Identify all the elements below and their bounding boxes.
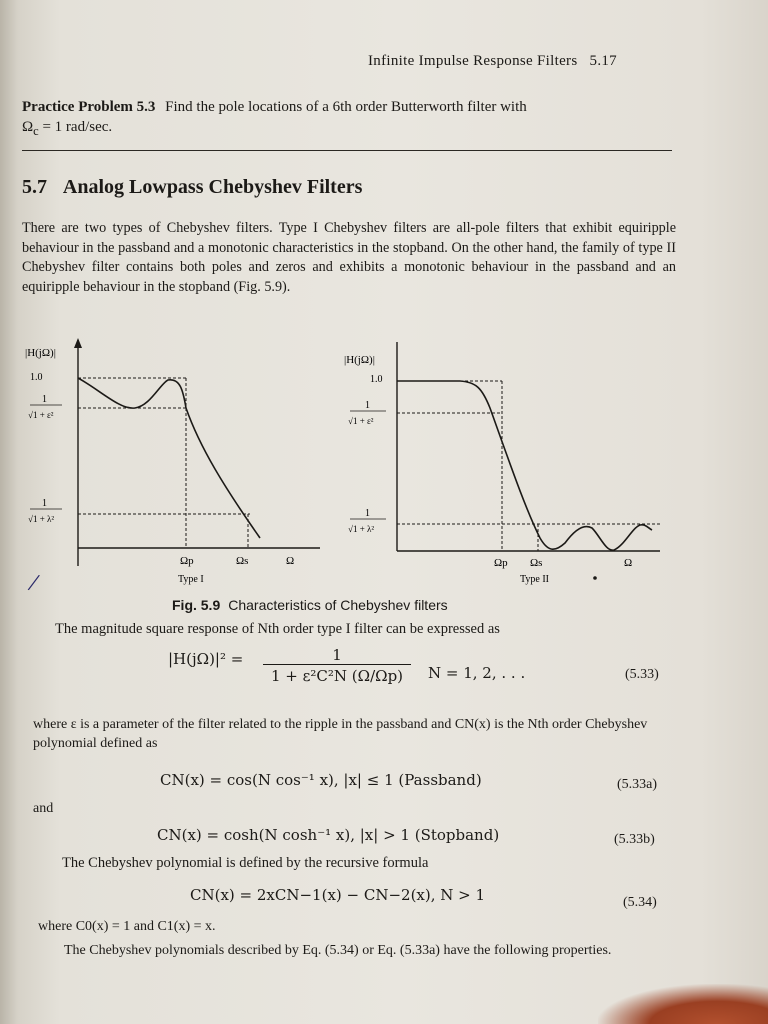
type1-label-one: 1.0 — [30, 372, 43, 383]
eq-5-33-lhs: |H(jΩ)|² = — [168, 650, 244, 668]
type2-frac-num: 1 — [365, 400, 370, 411]
figure-number: Fig. 5.9 — [172, 597, 221, 613]
section-heading — [22, 176, 362, 199]
page-number: 5.17 — [589, 53, 617, 69]
eq-5-33-numerator: 1 — [332, 646, 342, 664]
properties-paragraph: The Chebyshev polynomials described by Eq. (5.34) or Eq. (5.33a) have the following properties. — [64, 943, 612, 958]
type1-omega-s: Ωs — [236, 555, 249, 567]
type2-omega-s: Ωs — [530, 557, 543, 569]
eq-5-33b-number: (5.33b) — [614, 832, 655, 847]
mag-intro: The magnitude square response of Nth order type I filter can be expressed as — [55, 621, 500, 637]
eq-5-33a-number: (5.33a) — [617, 777, 658, 792]
type1-frac-num: 1 — [42, 394, 47, 405]
type2-label-one: 1.0 — [370, 374, 383, 385]
omega-sub: c — [33, 124, 39, 138]
type2-dot — [593, 576, 597, 580]
running-header — [368, 53, 617, 70]
intro-text: There are two types of Chebyshev filters. Type I Chebyshev filters are all-pole filters that exhibit equiripple behaviour in the passband and a monotonic characteristics in the stopband. On the other hand, the family of type II Chebyshev filter contains both poles and zeros and exhibits a monotonic behaviour in the passband and an equiripple behaviour in the stopband (Fig. 5.9). — [22, 220, 676, 295]
chebyshev-figure — [20, 338, 670, 588]
eq-5-33-fraction — [262, 646, 412, 685]
type1-caption: Type I — [178, 574, 204, 585]
thumb-photo-artifact — [598, 984, 768, 1024]
divider-rule — [22, 150, 672, 151]
practice-problem — [22, 97, 682, 141]
type1-eps-den: √1 + ε² — [28, 410, 54, 420]
eq-5-33a: CN(x) = cos(N cos⁻¹ x), |x| ≤ 1 (Passband) — [160, 771, 482, 789]
eq-5-33b: CN(x) = cosh(N cosh⁻¹ x), |x| > 1 (Stopband) — [157, 826, 500, 844]
type1-omega: Ω — [286, 555, 295, 567]
type1-y-arrow — [74, 338, 82, 348]
practice-problem-label: Practice Problem 5.3 — [22, 99, 156, 115]
section-number: 5.7 — [22, 176, 47, 198]
where-epsilon: where ε is a parameter of the filter related to the ripple in the passband and CN(x) is the Nth order Chebyshev polynomial defined as — [33, 717, 648, 751]
chebyshev-definition: The Chebyshev polynomial is defined by the recursive formula — [62, 855, 429, 871]
type2-caption: Type II — [520, 574, 550, 585]
omega-symbol: Ω — [22, 119, 34, 135]
figure-caption — [172, 597, 448, 613]
type1-omega-p: Ωp — [180, 555, 194, 567]
where-c0-c1: where C0(x) = 1 and C1(x) = x. — [38, 919, 216, 934]
practice-problem-value: = 1 rad/sec. — [38, 119, 113, 135]
and-word: and — [33, 801, 54, 816]
type2-y-label: |H(jΩ)| — [344, 354, 375, 366]
type2-omega-p: Ωp — [494, 557, 508, 569]
type2-lam-den: √1 + λ² — [348, 524, 375, 534]
eq-5-33-number: (5.33) — [625, 667, 659, 682]
figure-caption-text: Characteristics of Chebyshev filters — [228, 597, 448, 613]
type1-frac-num-2: 1 — [42, 498, 47, 509]
type2-omega: Ω — [624, 557, 633, 569]
practice-problem-text: Find the pole locations of a 6th order Butterworth filter with — [165, 99, 527, 115]
section-title: Analog Lowpass Chebyshev Filters — [62, 176, 363, 198]
eq-5-34-number: (5.34) — [623, 895, 657, 910]
running-title: Infinite Impulse Response Filters — [368, 53, 578, 69]
intro-paragraph — [22, 219, 676, 297]
type2-frac-num-2: 1 — [365, 508, 370, 519]
type1-y-label: |H(jΩ)| — [25, 347, 56, 359]
type1-lam-den: √1 + λ² — [28, 514, 55, 524]
type2-response-curve — [397, 381, 652, 550]
eq-5-33-n: N = 1, 2, . . . — [428, 664, 526, 682]
pen-mark: / — [25, 567, 42, 598]
eq-5-33-denominator: 1 + ε²C²N (Ω/Ωp) — [263, 664, 411, 685]
type2-eps-den: √1 + ε² — [348, 416, 374, 426]
eq-5-34: CN(x) = 2xCN−1(x) − CN−2(x), N > 1 — [190, 886, 486, 904]
